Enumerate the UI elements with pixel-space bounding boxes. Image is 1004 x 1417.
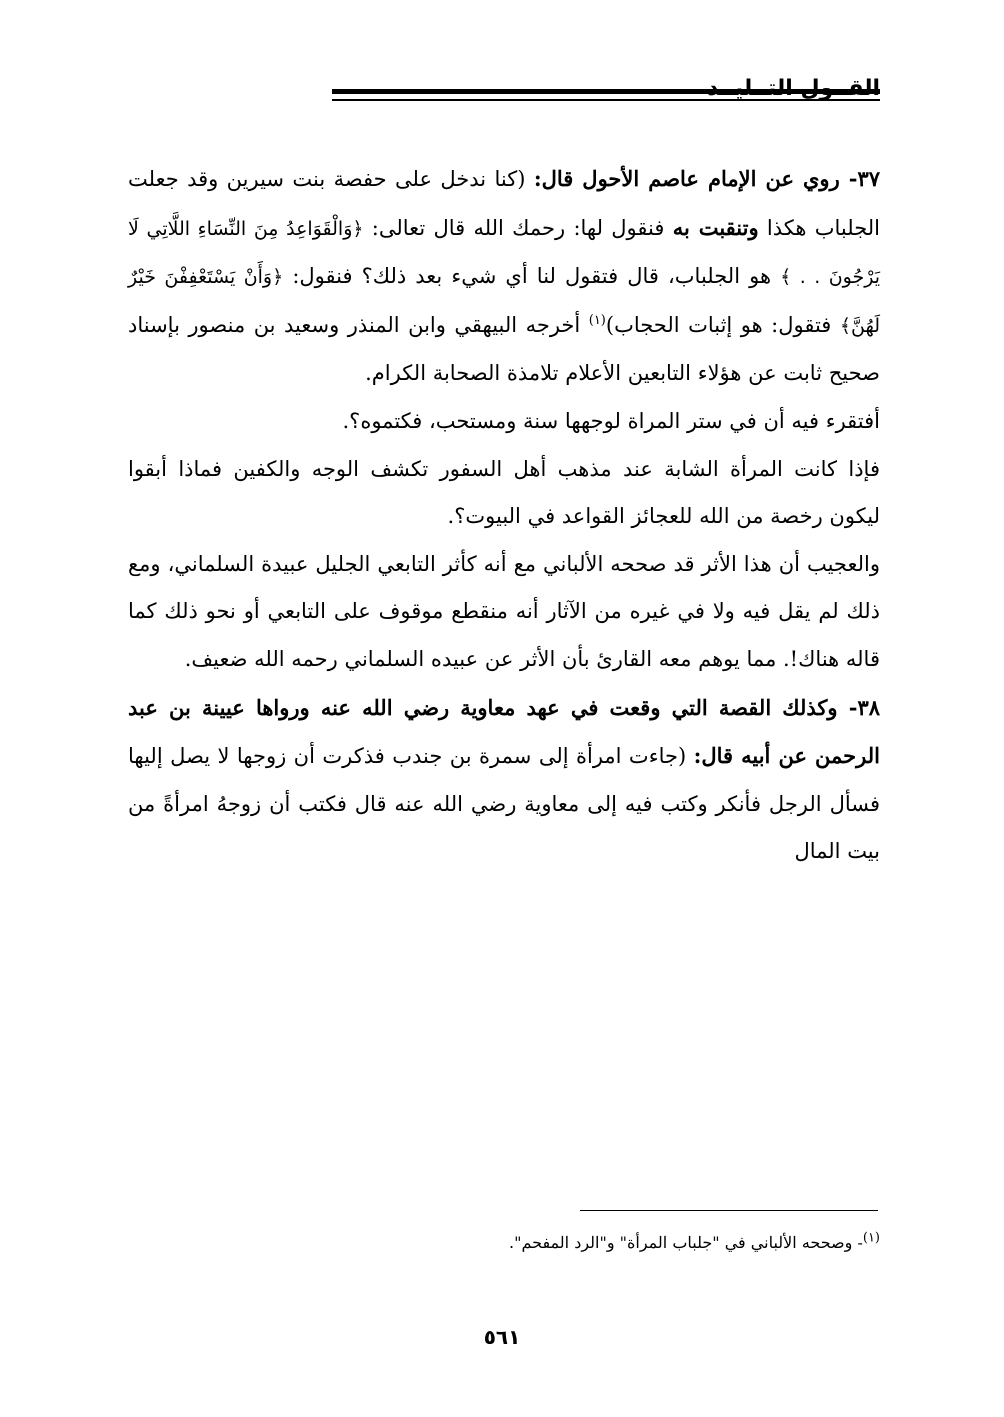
quran-verse-1: ﴿وَالْقَوَاعِدُ مِنَ النِّسَاءِ اللَّاتِي لَا يَرْجُونَ . . ﴾ (128, 217, 881, 289)
paragraph-question-2: فإذا كانت المرأة الشابة عند مذهب أهل السفور تكشف الوجه والكفين فماذا أبقوا ليكون رخصة من الله للعجائز القواعد في البيوت؟. (128, 456, 880, 529)
paragraph-37-text-1: (كنا ندخل على حفصة بنت سيرين وقد جعلت الجلباب هكذا (128, 167, 880, 240)
paragraph-38-text: (جاءت امرأة إلى سمرة بن جندب فذكرت أن زوجها لا يصل إليها فسأل الرجل فأنكر وكتب فيه إلى معاوية رضي الله عنه قال فكتب أن زوجهُ امرأةً من بيت المال (128, 744, 880, 864)
paragraph-question-1: أفتقرء فيه أن في ستر المراة لوجهها سنة ومستحب، فكتموه؟. (342, 408, 880, 433)
quran-verse-2: ﴿وَأَنْ يَسْتَعْفِفْنَ خَيْرٌ لَهُنَّ﴾ (128, 266, 880, 337)
paragraph-38 (128, 684, 880, 876)
footnote-marker: (١) (862, 1230, 880, 1246)
footnote (128, 1231, 880, 1255)
paragraph-37-text-2: فنقول لها: رحمك الله قال تعالى: (363, 215, 673, 240)
header-title: القــول التــليــد (707, 76, 880, 101)
footnote-text: - وصححه الألباني في "جلباب المرأة" و"الرد المفحم". (509, 1233, 863, 1252)
footnote-divider (580, 1210, 878, 1211)
page-number: ٥٦١ (483, 1325, 521, 1349)
main-text (128, 155, 880, 876)
paragraph-38-heading: ٣٨- وكذلك القصة التي وقعت في عهد معاوية رضي الله عنه ورواها عيينة بن عبد الرحمن عن أبيه قال: (128, 694, 880, 769)
paragraph-37 (128, 155, 880, 398)
header-rule-thin (332, 99, 880, 101)
paragraph-37-text-5: أخرجه البيهقي وابن المنذر وسعيد بن منصور بإسناد صحيح ثابت عن هؤلاء التابعين الأعلام تلامذة الصحابة الكرام. (128, 312, 880, 386)
paragraph-37-heading: ٣٧- روي عن الإمام عاصم الأحول قال: (533, 166, 881, 191)
header-rule-thick (332, 89, 880, 94)
footnote-reference: (١) (588, 312, 606, 328)
paragraph-albani-remark: والعجيب أن هذا الأثر قد صححه الألباني مع أنه كأثر التابعي الجليل عبيدة السلماني، ومع ذلك لم يقل فيه ولا في غيره من الآثار أنه منقطع موقوف على التابعي أو نحو ذلك كما قاله هناك!. مما يوهم معه القارئ بأن الأثر عن عبيده السلماني رحمه الله ضعيف. (128, 551, 880, 671)
paragraph-37-text-3: هو الجلباب، قال فتقول لنا أي شيء بعد ذلك؟ فنقول: (283, 264, 781, 289)
paragraph-37-text-4: فتقول: هو إثبات الحجاب) (605, 312, 840, 337)
paragraph-37-bold-1: وتنقبت به (672, 214, 759, 240)
